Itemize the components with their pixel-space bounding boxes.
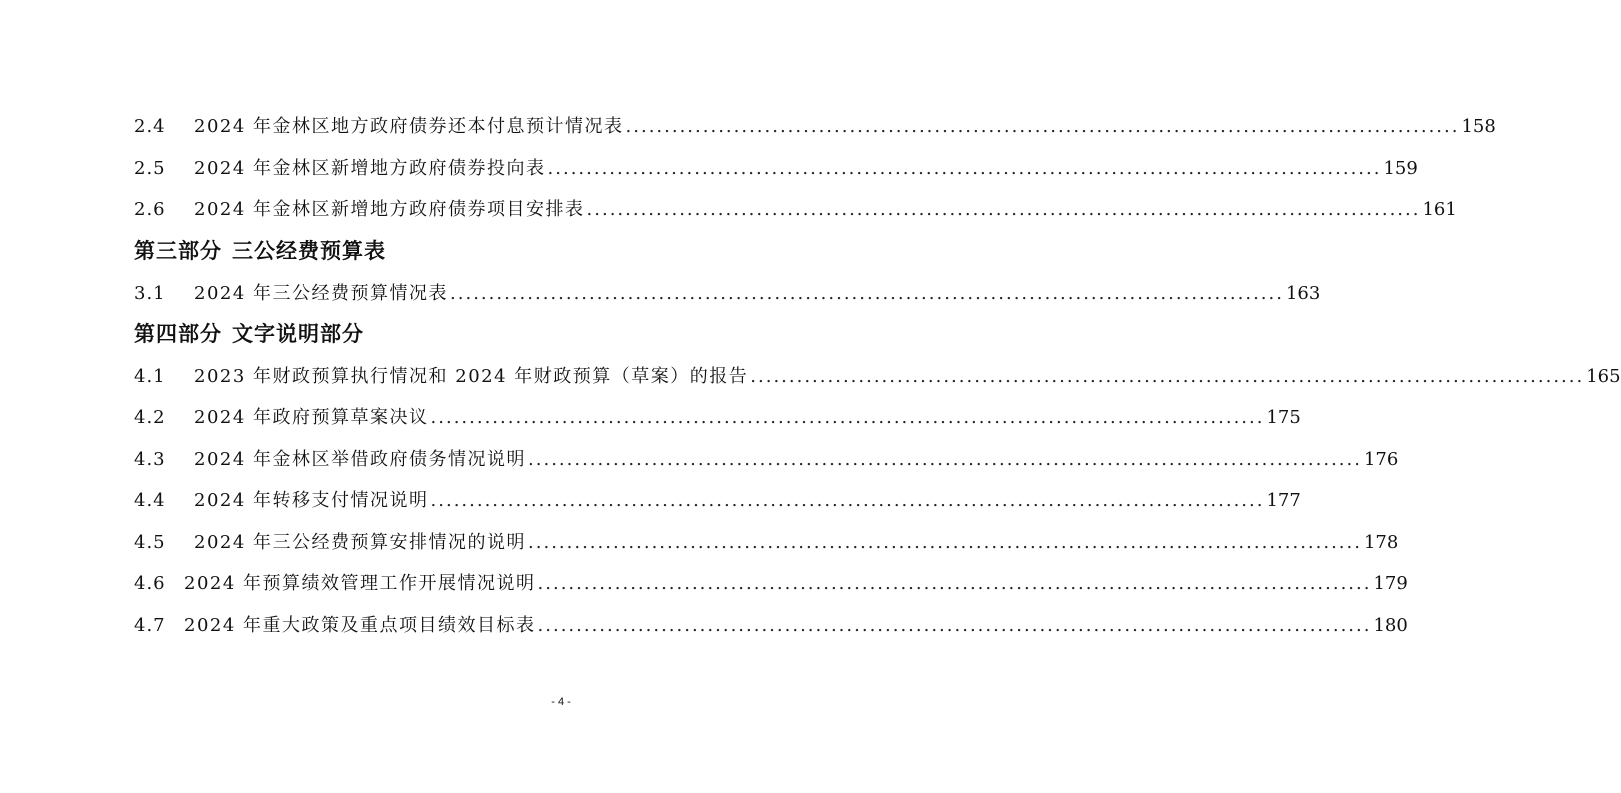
toc-entry-number: 3.1 — [134, 283, 166, 304]
toc-entry-page: 161 — [1422, 199, 1457, 220]
toc-entry-page: 163 — [1285, 283, 1321, 304]
toc-entry-page: 177 — [1266, 490, 1301, 511]
dot-leader: ............................................................................................................ — [430, 490, 1265, 511]
toc-entry-number: 4.6 — [134, 573, 166, 594]
toc-entry[interactable] — [134, 613, 1408, 639]
toc-entry[interactable] — [134, 114, 1496, 140]
toc-entry-number: 4.7 — [134, 615, 166, 636]
toc-entry[interactable] — [134, 405, 1301, 431]
toc-entry[interactable] — [134, 364, 1621, 390]
toc-entry-page: 179 — [1373, 573, 1408, 594]
toc-entry-title: 2024 年金林区新增地方政府债券投向表 — [194, 158, 546, 179]
toc-entry-title: 2024 年三公经费预算情况表 — [194, 283, 449, 304]
dot-leader: ............................................................................................................ — [547, 158, 1382, 179]
toc-entry[interactable] — [134, 447, 1399, 473]
dot-leader: ............................................................................................................ — [450, 283, 1284, 304]
dot-leader: ............................................................................................................ — [750, 366, 1585, 387]
toc-entry-title: 2024 年政府预算草案决议 — [194, 407, 429, 428]
toc-entry-title: 2024 年重大政策及重点项目绩效目标表 — [184, 615, 536, 636]
toc-entry-title: 2024 年三公经费预算安排情况的说明 — [194, 532, 527, 553]
toc-entry-number: 4.4 — [134, 490, 166, 511]
section-name: 三公经费预算表 — [232, 239, 386, 263]
section-name: 文字说明部分 — [232, 322, 364, 346]
toc-entry-page: 175 — [1266, 407, 1301, 428]
toc-entry-title: 2024 年预算绩效管理工作开展情况说明 — [184, 573, 536, 594]
toc-entry-title: 2024 年金林区新增地方政府债券项目安排表 — [194, 199, 585, 220]
toc-entry-page: 180 — [1373, 615, 1408, 636]
toc-entry-page: 176 — [1363, 449, 1399, 470]
page-number-footer: - 4 - — [551, 696, 571, 708]
dot-leader: ............................................................................................................ — [528, 532, 1362, 553]
section-heading-part4[interactable] — [134, 320, 364, 348]
toc-entry-page: 178 — [1363, 532, 1399, 553]
dot-leader: ............................................................................................................ — [625, 116, 1460, 137]
dot-leader: ............................................................................................................ — [430, 407, 1265, 428]
toc-entry-title: 2024 年金林区地方政府债券还本付息预计情况表 — [194, 116, 624, 137]
section-part-label: 第四部分 — [134, 322, 222, 346]
toc-entry-number: 4.3 — [134, 449, 166, 470]
dot-leader: ............................................................................................................ — [586, 199, 1421, 220]
toc-entry-number: 4.5 — [134, 532, 166, 553]
toc-entry[interactable] — [134, 197, 1457, 223]
toc-entry-page: 165 — [1586, 366, 1621, 387]
section-part-label: 第三部分 — [134, 239, 222, 263]
toc-entry-number: 2.4 — [134, 116, 166, 137]
toc-entry-page: 158 — [1461, 116, 1496, 137]
toc-entry[interactable] — [134, 156, 1418, 182]
dot-leader: ............................................................................................................ — [537, 573, 1372, 594]
dot-leader: ............................................................................................................ — [537, 615, 1372, 636]
toc-entry-title: 2023 年财政预算执行情况和 2024 年财政预算（草案）的报告 — [194, 366, 749, 387]
toc-entry-number: 4.1 — [134, 366, 166, 387]
toc-entry-title: 2024 年金林区举借政府债务情况说明 — [194, 449, 527, 470]
toc-entry[interactable] — [134, 281, 1321, 307]
toc-entry-number: 4.2 — [134, 407, 166, 428]
toc-entry[interactable] — [134, 571, 1408, 597]
toc-entry[interactable] — [134, 488, 1301, 514]
toc-entry-number: 2.6 — [134, 199, 166, 220]
dot-leader: ............................................................................................................ — [528, 449, 1362, 470]
section-heading-part3[interactable] — [134, 237, 386, 265]
toc-entry-title: 2024 年转移支付情况说明 — [194, 490, 429, 511]
toc-entry[interactable] — [134, 530, 1399, 556]
toc-entry-page: 159 — [1383, 158, 1418, 179]
toc-entry-number: 2.5 — [134, 158, 166, 179]
